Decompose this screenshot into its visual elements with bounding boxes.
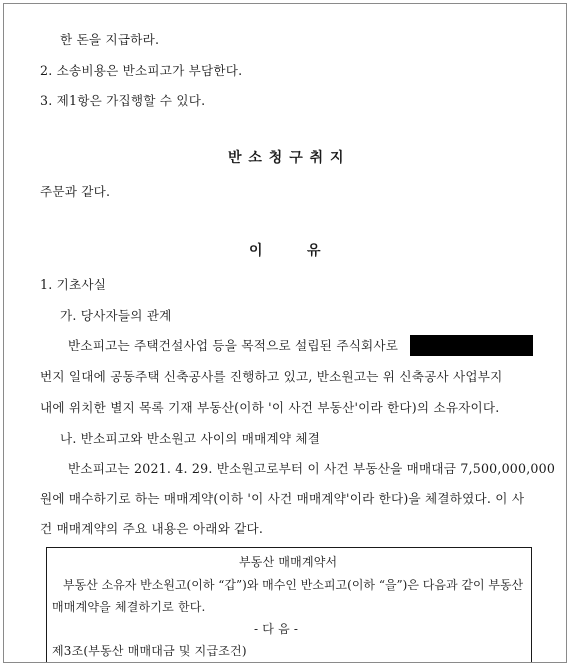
reasons-heading-right: 유 bbox=[307, 243, 321, 259]
counter-claim-text: 주문과 같다. bbox=[40, 184, 111, 199]
counter-claim-heading: 반 소 청 구 취 지 bbox=[228, 150, 345, 166]
text-line: 3. 제1항은 가집행할 수 있다. bbox=[40, 93, 206, 108]
paragraph-line: 반소피고는 주택건설사업 등을 목적으로 설립된 주식회사로 bbox=[68, 338, 399, 353]
contract-divider: - 다 음 - bbox=[254, 622, 299, 636]
redaction-block bbox=[410, 335, 533, 356]
contract-title: 부동산 매매계약서 bbox=[239, 555, 338, 569]
paragraph-line: 건 매매계약의 주요 내용은 아래와 같다. bbox=[40, 521, 264, 536]
paragraph-line: 내에 위치한 별지 목록 기재 부동산(이하 '이 사건 부동산'이라 한다)의 소유자이다. bbox=[40, 400, 500, 415]
text-line: 한 돈을 지급하라. bbox=[60, 32, 160, 47]
paragraph-line: 반소피고는 2021. 4. 29. 반소원고로부터 이 사건 부동산을 매매대금 7,500,000,000 bbox=[68, 461, 556, 476]
subsection-heading: 가. 당사자들의 관계 bbox=[60, 308, 172, 323]
subsection-heading: 나. 반소피고와 반소원고 사이의 매매계약 체결 bbox=[60, 431, 321, 446]
paragraph-line: 원에 매수하기로 하는 매매계약(이하 '이 사건 매매계약'이라 한다)을 체결하였다. 이 사 bbox=[40, 491, 525, 506]
paragraph-line: 번지 일대에 공동주택 신축공사를 진행하고 있고, 반소원고는 위 신축공사 사업부지 bbox=[40, 369, 503, 384]
text-line: 2. 소송비용은 반소피고가 부담한다. bbox=[40, 63, 243, 78]
contract-box bbox=[46, 547, 532, 663]
reasons-heading-left: 이 bbox=[249, 243, 263, 259]
contract-article: 제3조(부동산 매매대금 및 지급조건) bbox=[52, 644, 247, 658]
section-heading: 1. 기초사실 bbox=[40, 277, 107, 292]
contract-line: 부동산 소유자 반소원고(이하 “갑”)와 매수인 반소피고(이하 “을”)은 다음과 같이 부동산 bbox=[63, 578, 524, 592]
document-page bbox=[3, 3, 567, 663]
contract-line: 매매계약을 체결하기로 한다. bbox=[52, 600, 206, 614]
